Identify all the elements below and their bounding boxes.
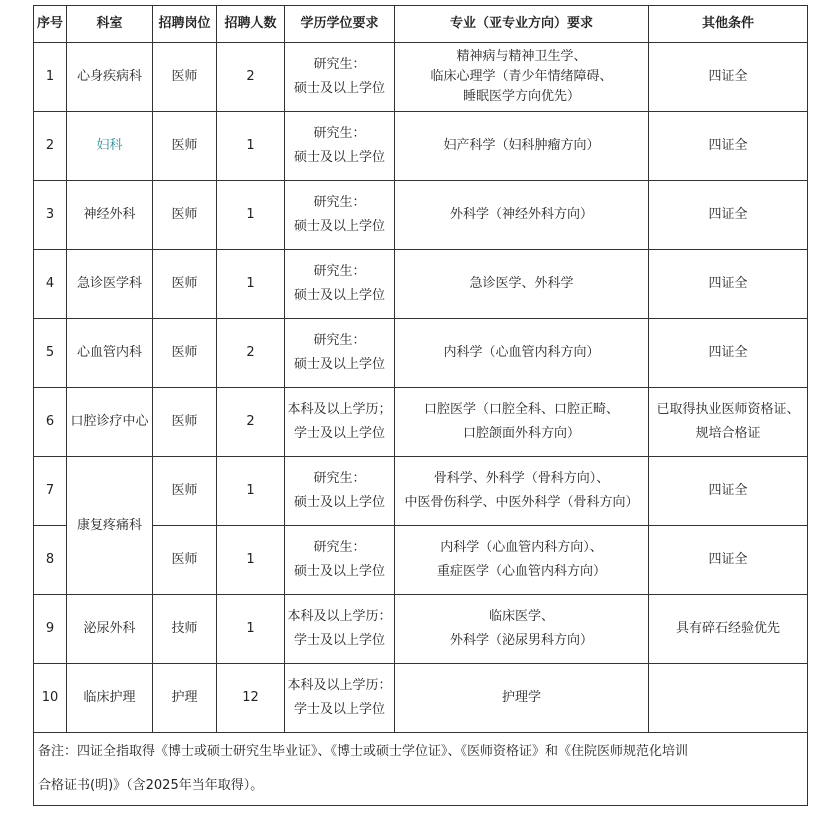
other-line: 规培合格证 (695, 426, 761, 441)
cell-edu (285, 388, 395, 457)
recruitment-table (33, 5, 808, 806)
cell-post: 医师 (153, 319, 217, 388)
note-cell (34, 733, 808, 806)
note-row (34, 733, 808, 806)
major-line: 重症医学（心血管内科方向） (436, 564, 606, 579)
edu-line: 研究生： (313, 540, 366, 555)
edu-line: 硕士及以上学位 (293, 495, 385, 510)
cell-other: 四证全 (649, 250, 808, 319)
cell-count: 2 (217, 388, 285, 457)
cell-other: 四证全 (649, 43, 808, 112)
table-row (34, 457, 808, 526)
cell-other: 具有碎石经验优先 (649, 595, 808, 664)
cell-dept: 口腔诊疗中心 (67, 388, 153, 457)
cell-major (395, 595, 649, 664)
cell-other (649, 388, 808, 457)
cell-major: 外科学（神经外科方向） (395, 181, 649, 250)
cell-major: 内科学（心血管内科方向） (395, 319, 649, 388)
cell-no: 6 (34, 388, 67, 457)
cell-post: 医师 (153, 526, 217, 595)
major-line: 睡眠医学方向优先） (462, 89, 580, 104)
edu-line: 硕士及以上学位 (293, 150, 385, 165)
cell-count: 1 (217, 181, 285, 250)
cell-no: 9 (34, 595, 67, 664)
major-line: 口腔医学（口腔全科、口腔正畸、 (423, 402, 619, 417)
cell-no: 1 (34, 43, 67, 112)
table-row (34, 319, 808, 388)
header-edu: 学历学位要求 (285, 6, 395, 43)
cell-no: 4 (34, 250, 67, 319)
cell-edu (285, 319, 395, 388)
cell-post: 护理 (153, 664, 217, 733)
cell-post: 医师 (153, 43, 217, 112)
cell-dept: 康复疼痛科 (67, 457, 153, 595)
recruitment-table-container (33, 5, 807, 806)
cell-post: 医师 (153, 457, 217, 526)
major-line: 骨科学、外科学（骨科方向）、 (433, 471, 610, 486)
header-major: 专业（亚专业方向）要求 (395, 6, 649, 43)
table-header-row (34, 6, 808, 43)
cell-edu (285, 112, 395, 181)
cell-dept: 急诊医学科 (67, 250, 153, 319)
cell-post: 医师 (153, 112, 217, 181)
table-row (34, 388, 808, 457)
header-other: 其他条件 (649, 6, 808, 43)
major-line: 精神病与精神卫生学、 (456, 49, 587, 64)
table-row (34, 595, 808, 664)
cell-post: 技师 (153, 595, 217, 664)
edu-line: 硕士及以上学位 (293, 288, 385, 303)
major-line: 口腔颌面外科方向） (462, 426, 580, 441)
cell-major: 护理学 (395, 664, 649, 733)
major-line: 临床医学、 (488, 609, 554, 624)
cell-other (649, 664, 808, 733)
cell-other: 四证全 (649, 181, 808, 250)
cell-other: 四证全 (649, 112, 808, 181)
cell-other: 四证全 (649, 526, 808, 595)
cell-post: 医师 (153, 388, 217, 457)
header-dept: 科室 (67, 6, 153, 43)
table-row (34, 664, 808, 733)
edu-line: 硕士及以上学位 (293, 81, 385, 96)
edu-line: 研究生： (313, 471, 366, 486)
edu-line: 研究生： (313, 195, 366, 210)
edu-line: 本科及以上学历： (287, 678, 392, 693)
cell-dept: 神经外科 (67, 181, 153, 250)
major-line: 外科学（泌尿男科方向） (449, 633, 593, 648)
major-line: 内科学（心血管内科方向）、 (440, 540, 603, 555)
edu-line: 学士及以上学位 (293, 633, 385, 648)
cell-post: 医师 (153, 181, 217, 250)
cell-post: 医师 (153, 250, 217, 319)
edu-line: 硕士及以上学位 (293, 357, 385, 372)
cell-edu (285, 43, 395, 112)
cell-edu (285, 457, 395, 526)
cell-other: 四证全 (649, 457, 808, 526)
cell-major: 妇产科学（妇科肿瘤方向） (395, 112, 649, 181)
cell-count: 1 (217, 112, 285, 181)
cell-major (395, 457, 649, 526)
edu-line: 学士及以上学位 (293, 426, 385, 441)
cell-dept[interactable]: 妇科 (67, 112, 153, 181)
edu-line: 硕士及以上学位 (293, 219, 385, 234)
cell-dept: 心身疾病科 (67, 43, 153, 112)
cell-other: 四证全 (649, 319, 808, 388)
edu-line: 本科及以上学历； (287, 402, 392, 417)
cell-major (395, 388, 649, 457)
cell-no: 7 (34, 457, 67, 526)
cell-count: 1 (217, 457, 285, 526)
header-no: 序号 (34, 6, 67, 43)
cell-major: 急诊医学、外科学 (395, 250, 649, 319)
note-line: 备注：四证全指取得《博士或硕士研究生毕业证》、《博士或硕士学位证》、《医师资格证》和《住院医师规范化培训 (38, 744, 689, 759)
header-post: 招聘岗位 (153, 6, 217, 43)
cell-count: 1 (217, 250, 285, 319)
table-row (34, 181, 808, 250)
edu-line: 研究生： (313, 57, 366, 72)
table-row (34, 43, 808, 112)
cell-count: 1 (217, 595, 285, 664)
table-row (34, 250, 808, 319)
header-count: 招聘人数 (217, 6, 285, 43)
cell-count: 2 (217, 319, 285, 388)
table-row (34, 112, 808, 181)
cell-edu (285, 595, 395, 664)
cell-no: 3 (34, 181, 67, 250)
edu-line: 学士及以上学位 (293, 702, 385, 717)
edu-line: 研究生： (313, 333, 366, 348)
edu-line: 研究生： (313, 126, 366, 141)
edu-line: 本科及以上学历： (287, 609, 392, 624)
cell-count: 2 (217, 43, 285, 112)
cell-count: 12 (217, 664, 285, 733)
cell-edu (285, 181, 395, 250)
edu-line: 研究生： (313, 264, 366, 279)
other-line: 已取得执业医师资格证、 (656, 402, 800, 417)
note-line: 合格证书(明)》（含2025年当年取得）。 (38, 778, 264, 793)
cell-dept: 心血管内科 (67, 319, 153, 388)
major-line: 中医骨伤科学、中医外科学（骨科方向） (404, 495, 639, 510)
cell-count: 1 (217, 526, 285, 595)
cell-no: 10 (34, 664, 67, 733)
edu-line: 硕士及以上学位 (293, 564, 385, 579)
cell-no: 8 (34, 526, 67, 595)
cell-dept: 泌尿外科 (67, 595, 153, 664)
cell-edu (285, 664, 395, 733)
cell-dept: 临床护理 (67, 664, 153, 733)
major-line: 临床心理学（青少年情绪障碍、 (430, 69, 613, 84)
cell-edu (285, 250, 395, 319)
cell-major (395, 43, 649, 112)
cell-no: 5 (34, 319, 67, 388)
cell-major (395, 526, 649, 595)
cell-no: 2 (34, 112, 67, 181)
cell-edu (285, 526, 395, 595)
